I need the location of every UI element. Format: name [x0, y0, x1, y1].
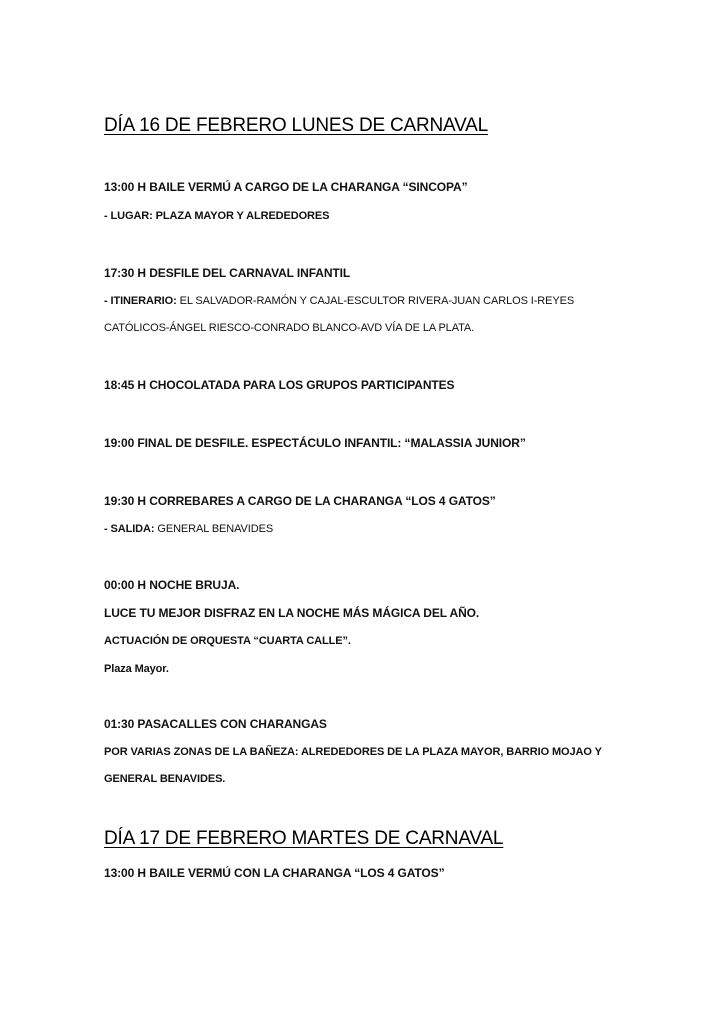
event-correbares-title: 19:30 H CORREBARES A CARGO DE LA CHARANGA “LOS 4 GATOS”	[104, 494, 496, 508]
event-day17-baile-vermu-title: 13:00 H BAILE VERMÚ CON LA CHARANGA “LOS 4 GATOS”	[104, 866, 445, 880]
event-chocolatada-title: 18:45 H CHOCOLATADA PARA LOS GRUPOS PARTICIPANTES	[104, 378, 455, 392]
event-correbares-start	[104, 523, 273, 535]
itinerary-label: - ITINERARIO:	[104, 295, 177, 307]
event-desfile-itinerary-cont: CATÓLICOS-ÁNGEL RIESCO-CONRADO BLANCO-AVD VÍA DE LA PLATA.	[104, 322, 475, 334]
day-17-heading: DÍA 17 DE FEBRERO MARTES DE CARNAVAL	[104, 828, 504, 849]
itinerary-value: EL SALVADOR-RAMÓN Y CAJAL-ESCULTOR RIVERA-JUAN CARLOS I-REYES	[176, 295, 575, 307]
event-noche-bruja-title: 00:00 H NOCHE BRUJA.	[104, 578, 240, 592]
event-baile-vermu-title: 13:00 H BAILE VERMÚ A CARGO DE LA CHARANGA “SINCOPA”	[104, 180, 468, 194]
event-noche-bruja-line3: ACTUACIÓN DE ORQUESTA “CUARTA CALLE”.	[104, 635, 351, 647]
event-desfile-itinerary	[104, 295, 574, 307]
salida-value: GENERAL BENAVIDES	[154, 523, 274, 535]
event-final-desfile-title: 19:00 FINAL DE DESFILE. ESPECTÁCULO INFANTIL: “MALASSIA JUNIOR”	[104, 436, 526, 450]
event-desfile-infantil-title: 17:30 H DESFILE DEL CARNAVAL INFANTIL	[104, 266, 351, 280]
event-pasacalles-title: 01:30 PASACALLES CON CHARANGAS	[104, 717, 327, 731]
event-noche-bruja-line2: LUCE TU MEJOR DISFRAZ EN LA NOCHE MÁS MÁGICA DEL AÑO.	[104, 606, 480, 620]
event-noche-bruja-line4: Plaza Mayor.	[104, 663, 169, 675]
event-pasacalles-line2: POR VARIAS ZONAS DE LA BAÑEZA: ALREDEDORES DE LA PLAZA MAYOR, BARRIO MOJAO Y	[104, 746, 602, 758]
event-baile-vermu-location: - LUGAR: PLAZA MAYOR Y ALREDEDORES	[104, 210, 330, 222]
event-pasacalles-line3: GENERAL BENAVIDES.	[104, 773, 226, 785]
salida-label: - SALIDA:	[104, 523, 155, 535]
day-16-heading: DÍA 16 DE FEBRERO LUNES DE CARNAVAL	[104, 115, 489, 136]
